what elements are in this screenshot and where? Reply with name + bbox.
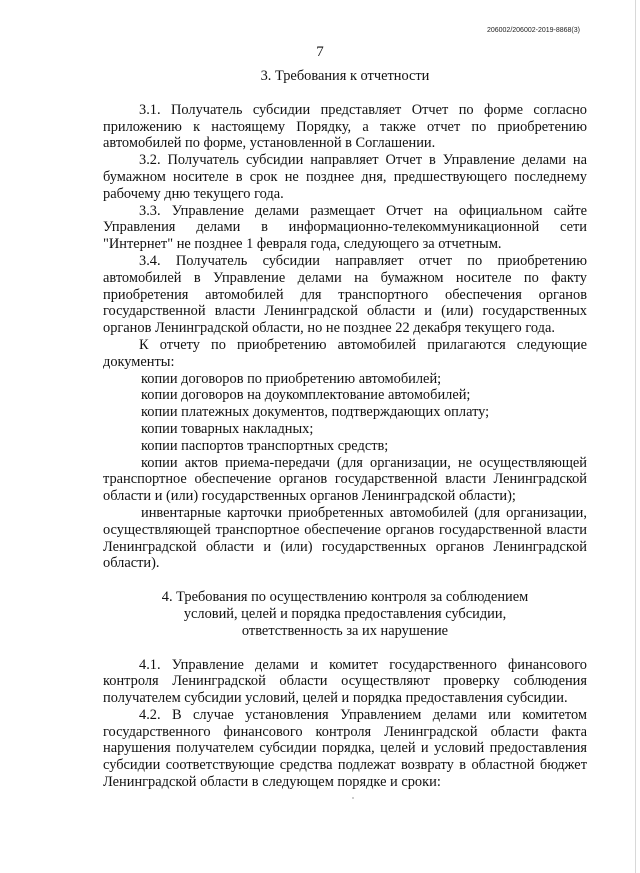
paragraph-attachments: К отчету по приобретению автомобилей прилагаются следующие документы: <box>103 336 587 370</box>
section-3-title: 3. Требования к отчетности <box>260 68 430 84</box>
list-item: копии паспортов транспортных средств; <box>141 437 389 454</box>
paragraph-3-1: 3.1. Получатель субсидии представляет Отчет по форме согласно приложению к настоящему Порядку, а также отчет по приобретению автомобилей по форме, установленной в Соглашении. <box>103 101 587 152</box>
section-4-title-line: условий, целей и порядка предоставления субсидии, <box>183 605 507 622</box>
list-item: копии платежных документов, подтверждающих оплату; <box>141 404 490 421</box>
section-4-title <box>103 589 587 639</box>
section-4-title-line: 4. Требования по осуществлению контроля за соблюдением <box>161 589 529 606</box>
document-body <box>103 68 587 791</box>
section-4-title-line: ответственность за их нарушение <box>241 622 449 639</box>
list-item: копии актов приема-передачи (для организации, не осуществляющей транспортное обеспечение органов государственной власти Ленинградской области и (или) государственных органов Ленинградской области); <box>103 454 587 505</box>
list-item: копии договоров на доукомплектование автомобилей; <box>141 387 471 404</box>
list-item: копии товарных накладных; <box>141 420 314 437</box>
scan-edge-line <box>635 0 636 873</box>
paragraph-4-1: 4.1. Управление делами и комитет государственного финансового контроля Ленинградской области осуществляют проверку соблюдения получателем субсидии условий, целей и порядка предоставления субсидии. <box>103 656 587 707</box>
paragraph-3-2: 3.2. Получатель субсидии направляет Отчет в Управление делами на бумажном носителе в срок не позднее дня, предшествующего последнему рабочему дню текущего года. <box>103 152 587 202</box>
document-id: 206002/206002-2019-8868(3) <box>486 27 580 34</box>
paragraph-3-4: 3.4. Получатель субсидии направляет отчет по приобретению автомобилей в Управление делами на бумажном носителе по факту приобретения автомобилей для транспортного обеспечения органов государственной власти Ленинградской области и (или) государственных органов Ленинградской области, но не позднее 22 декабря текущего года. <box>103 252 587 337</box>
list-item: инвентарные карточки приобретенных автомобилей (для организации, осуществляющей транспортное обеспечение органов государственной власти Ленинградской области и (или) государственных органов Ленинградской области). <box>103 504 587 572</box>
list-item: копии договоров по приобретению автомобилей; <box>141 370 442 387</box>
page-number: 7 <box>316 44 324 60</box>
paragraph-3-3: 3.3. Управление делами размещает Отчет на официальном сайте Управления делами в информационно-телекоммуникационной сети "Интернет" не позднее 1 февраля года, следующего за отчетным. <box>103 202 587 253</box>
scan-speck <box>352 797 354 799</box>
paragraph-4-2: 4.2. В случае установления Управлением делами или комитетом государственного финансового контроля Ленинградской области факта нарушения получателем субсидии порядка, целей и условий предоставления субсидии соответствующие средства подлежат возврату в областной бюджет Ленинградской области в следующем порядке и сроки: <box>103 706 587 791</box>
attachments-list <box>103 371 587 573</box>
